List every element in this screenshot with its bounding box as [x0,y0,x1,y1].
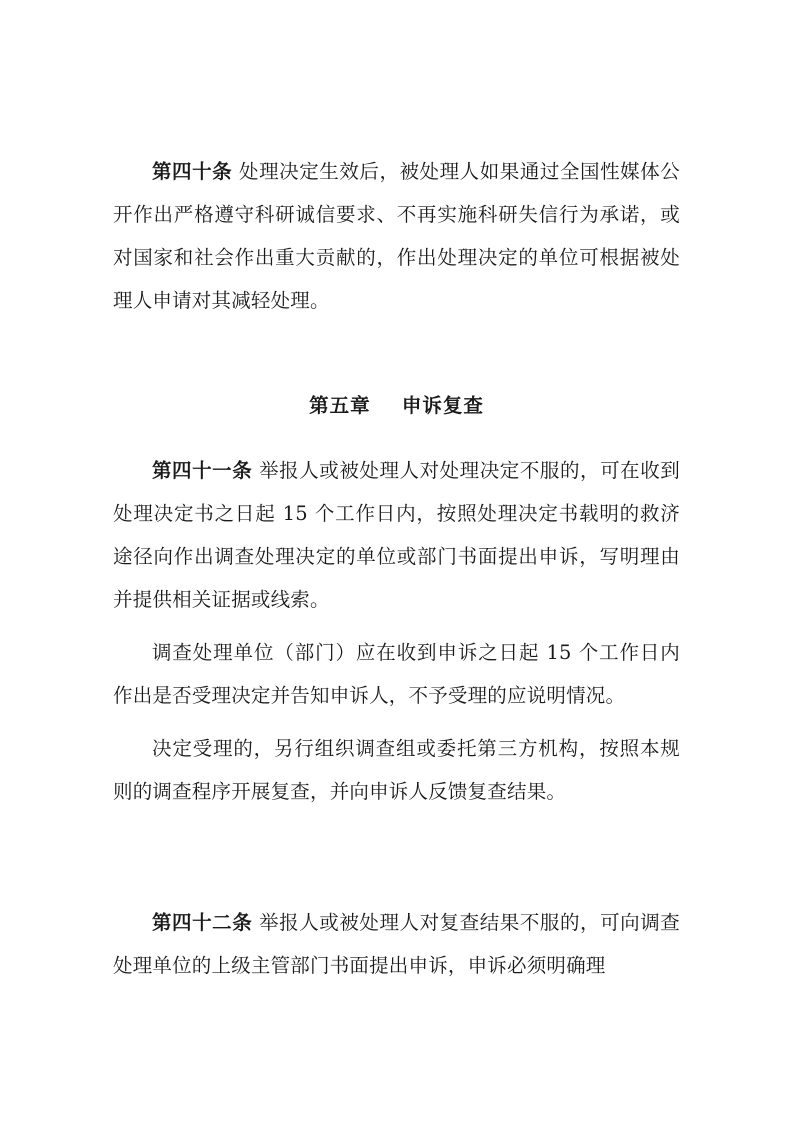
spacer-before-article-42 [113,813,680,901]
paragraph-41-3: 决定受理的，另行组织调查组或委托第三方机构，按照本规则的调查程序开展复查，并向申诉人反馈复查结果。 [113,737,680,803]
article-label-41: 第四十一条 [152,459,253,482]
chapter-heading-5 [113,384,680,427]
article-paragraph-41 [113,449,680,621]
spacer-41-2 [113,717,680,727]
paragraph-41-2: 调查处理单位（部门）应在收到申诉之日起 15 个工作日内作出是否受理决定并告知申诉人，不予受理的应说明情况。 [113,641,680,707]
spacer-after-chapter [113,427,680,449]
article-text-41: 举报人或被处理人对处理决定不服的，可在收到处理决定书之日起 15 个工作日内，按照处理决定书载明的救济途径向作出调查处理决定的单位或部门书面提出申诉，写明理由并提供相关证据或线索。 [113,459,680,611]
article-paragraph-40 [113,150,680,322]
chapter-title: 申诉复查 [401,394,484,417]
article-paragraph-42 [113,901,680,987]
article-label-40: 第四十条 [152,160,233,183]
chapter-number: 第五章 [309,394,371,417]
article-label-42: 第四十二条 [152,911,253,934]
spacer-41-1 [113,621,680,631]
document-body [113,150,680,987]
article-text-40: 处理决定生效后，被处理人如果通过全国性媒体公开作出严格遵守科研诚信要求、不再实施科研失信行为承诺，或对国家和社会作出重大贡献的，作出处理决定的单位可根据被处理人申请对其减轻处理。 [113,160,680,312]
article-text-42: 举报人或被处理人对复查结果不服的，可向调查处理单位的上级主管部门书面提出申诉，申诉必须明确理 [113,911,680,977]
spacer-before-chapter [113,322,680,384]
